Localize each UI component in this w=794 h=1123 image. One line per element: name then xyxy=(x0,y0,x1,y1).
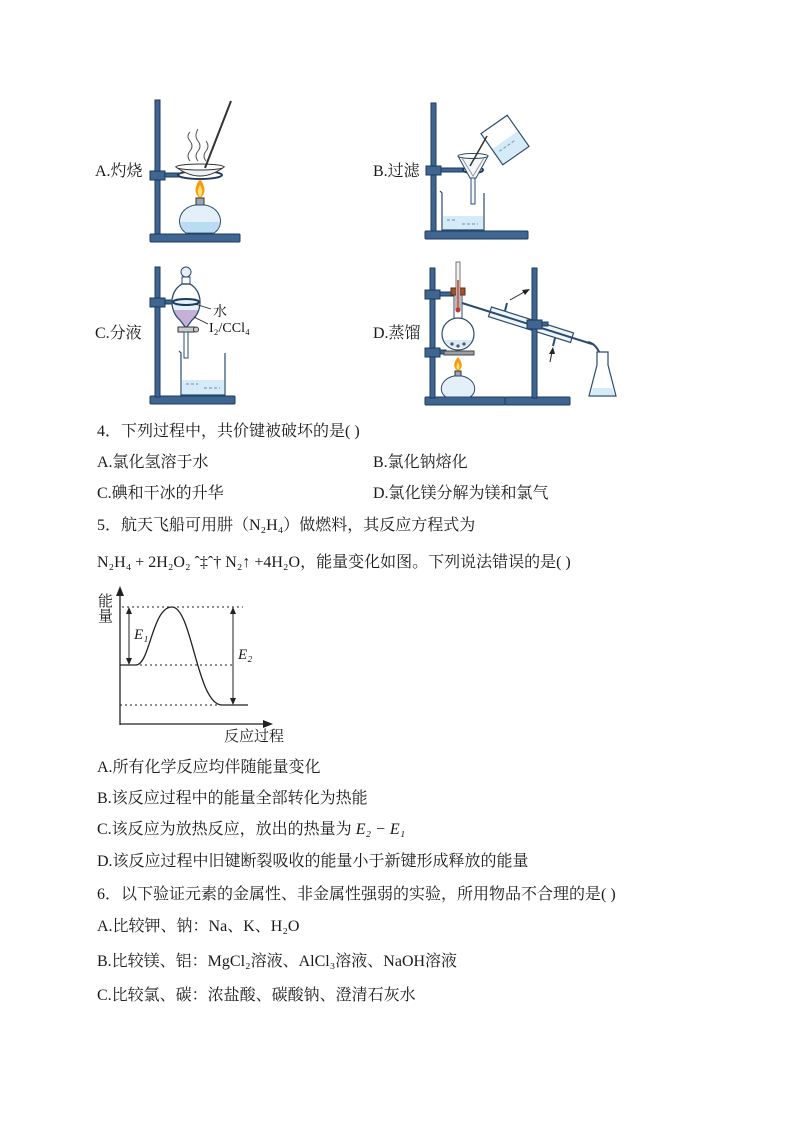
water-layer-label: 水 xyxy=(213,305,227,320)
energy-curve xyxy=(120,607,248,705)
q5-option-c-text: C.该反应为放热反应，放出的热量为 xyxy=(97,821,352,838)
erlenmeyer-flask xyxy=(589,352,616,396)
apparatus-b-filtration-diagram xyxy=(420,95,535,245)
water-outlet-arrow xyxy=(510,289,530,300)
apparatus-a-label: A.灼烧 xyxy=(95,163,143,180)
q5-option-c-formula: E₂ − E₁ xyxy=(355,821,406,838)
pouring-beaker xyxy=(481,115,529,164)
receiving-beaker xyxy=(440,191,484,230)
q6-option-c: C.比较氯、碳：浓盐酸、碳酸钠、澄清石灰水 xyxy=(97,987,416,1004)
e1-double-arrow xyxy=(126,607,132,665)
reference-dotted-lines xyxy=(120,607,243,705)
q4-stem: 4．下列过程中，共价键被破坏的是( ) xyxy=(97,423,360,440)
e2-label: E₂ xyxy=(238,647,253,663)
alcohol-lamp xyxy=(180,198,221,233)
apparatus-c-label: C.分液 xyxy=(95,325,142,342)
e1-label: E₁ xyxy=(134,627,149,643)
e2-double-arrow xyxy=(230,607,236,705)
q5-reaction-equation: N₂H₄ + 2H₂O₂ ˆ‡ˆ† N₂↑ +4H₂O xyxy=(97,554,301,571)
q5-option-d: D.该反应过程中旧键断裂吸收的能量小于新键形成释放的能量 xyxy=(97,853,529,870)
x-axis xyxy=(120,720,273,728)
iodine-layer-label: I₂/CCl₄ xyxy=(209,321,250,336)
energy-axis-label: 能量 xyxy=(96,593,112,623)
q4-option-d: D.氯化镁分解为镁和氯气 xyxy=(373,485,549,502)
q5-option-b: B.该反应过程中的能量全部转化为热能 xyxy=(97,790,368,807)
q5-stem: 5．航天飞船可用肼（N₂H₄）做燃料，其反应方程式为 xyxy=(97,517,476,534)
separatory-funnel xyxy=(165,267,207,358)
q5-option-c xyxy=(97,819,405,841)
flame xyxy=(454,357,462,371)
apparatus-d-distillation-diagram xyxy=(420,260,620,408)
alcohol-lamp xyxy=(441,371,474,397)
q5-option-a: A.所有化学反应均伴随能量变化 xyxy=(97,759,321,776)
q6-stem: 6．以下验证元素的金属性、非金属性强弱的实验，所用物品不合理的是( ) xyxy=(97,886,616,903)
q4-option-b: B.氯化钠熔化 xyxy=(373,454,468,471)
water-inlet-arrow xyxy=(549,347,555,362)
thermometer xyxy=(456,262,461,313)
q6-option-b: B.比较镁、铝：MgCl₂溶液、AlCl₃溶液、NaOH溶液 xyxy=(97,953,458,970)
apparatus-b-label: B.过滤 xyxy=(373,163,420,180)
steam xyxy=(188,129,208,161)
reaction-progress-axis-label: 反应过程 xyxy=(224,729,285,745)
wire-gauze xyxy=(444,351,474,355)
apparatus-a-burning-diagram xyxy=(145,95,245,247)
flame xyxy=(196,179,205,198)
apparatus-d-label: D.蒸馏 xyxy=(373,325,421,342)
apparatus-c-separation-diagram xyxy=(145,262,270,408)
q4-option-a: A.氯化氢溶于水 xyxy=(97,454,209,471)
energy-profile-diagram xyxy=(95,580,290,730)
glass-rod xyxy=(205,101,231,168)
q6-option-a: A.比较钾、钠：Na、K、H₂O xyxy=(97,918,300,935)
q5-equation-line xyxy=(97,552,571,574)
q4-option-c: C.碘和干冰的升华 xyxy=(97,485,224,502)
q5-equation-suffix: ，能量变化如图。下列说法错误的是( ) xyxy=(300,554,571,571)
evaporating-dish xyxy=(176,164,224,176)
